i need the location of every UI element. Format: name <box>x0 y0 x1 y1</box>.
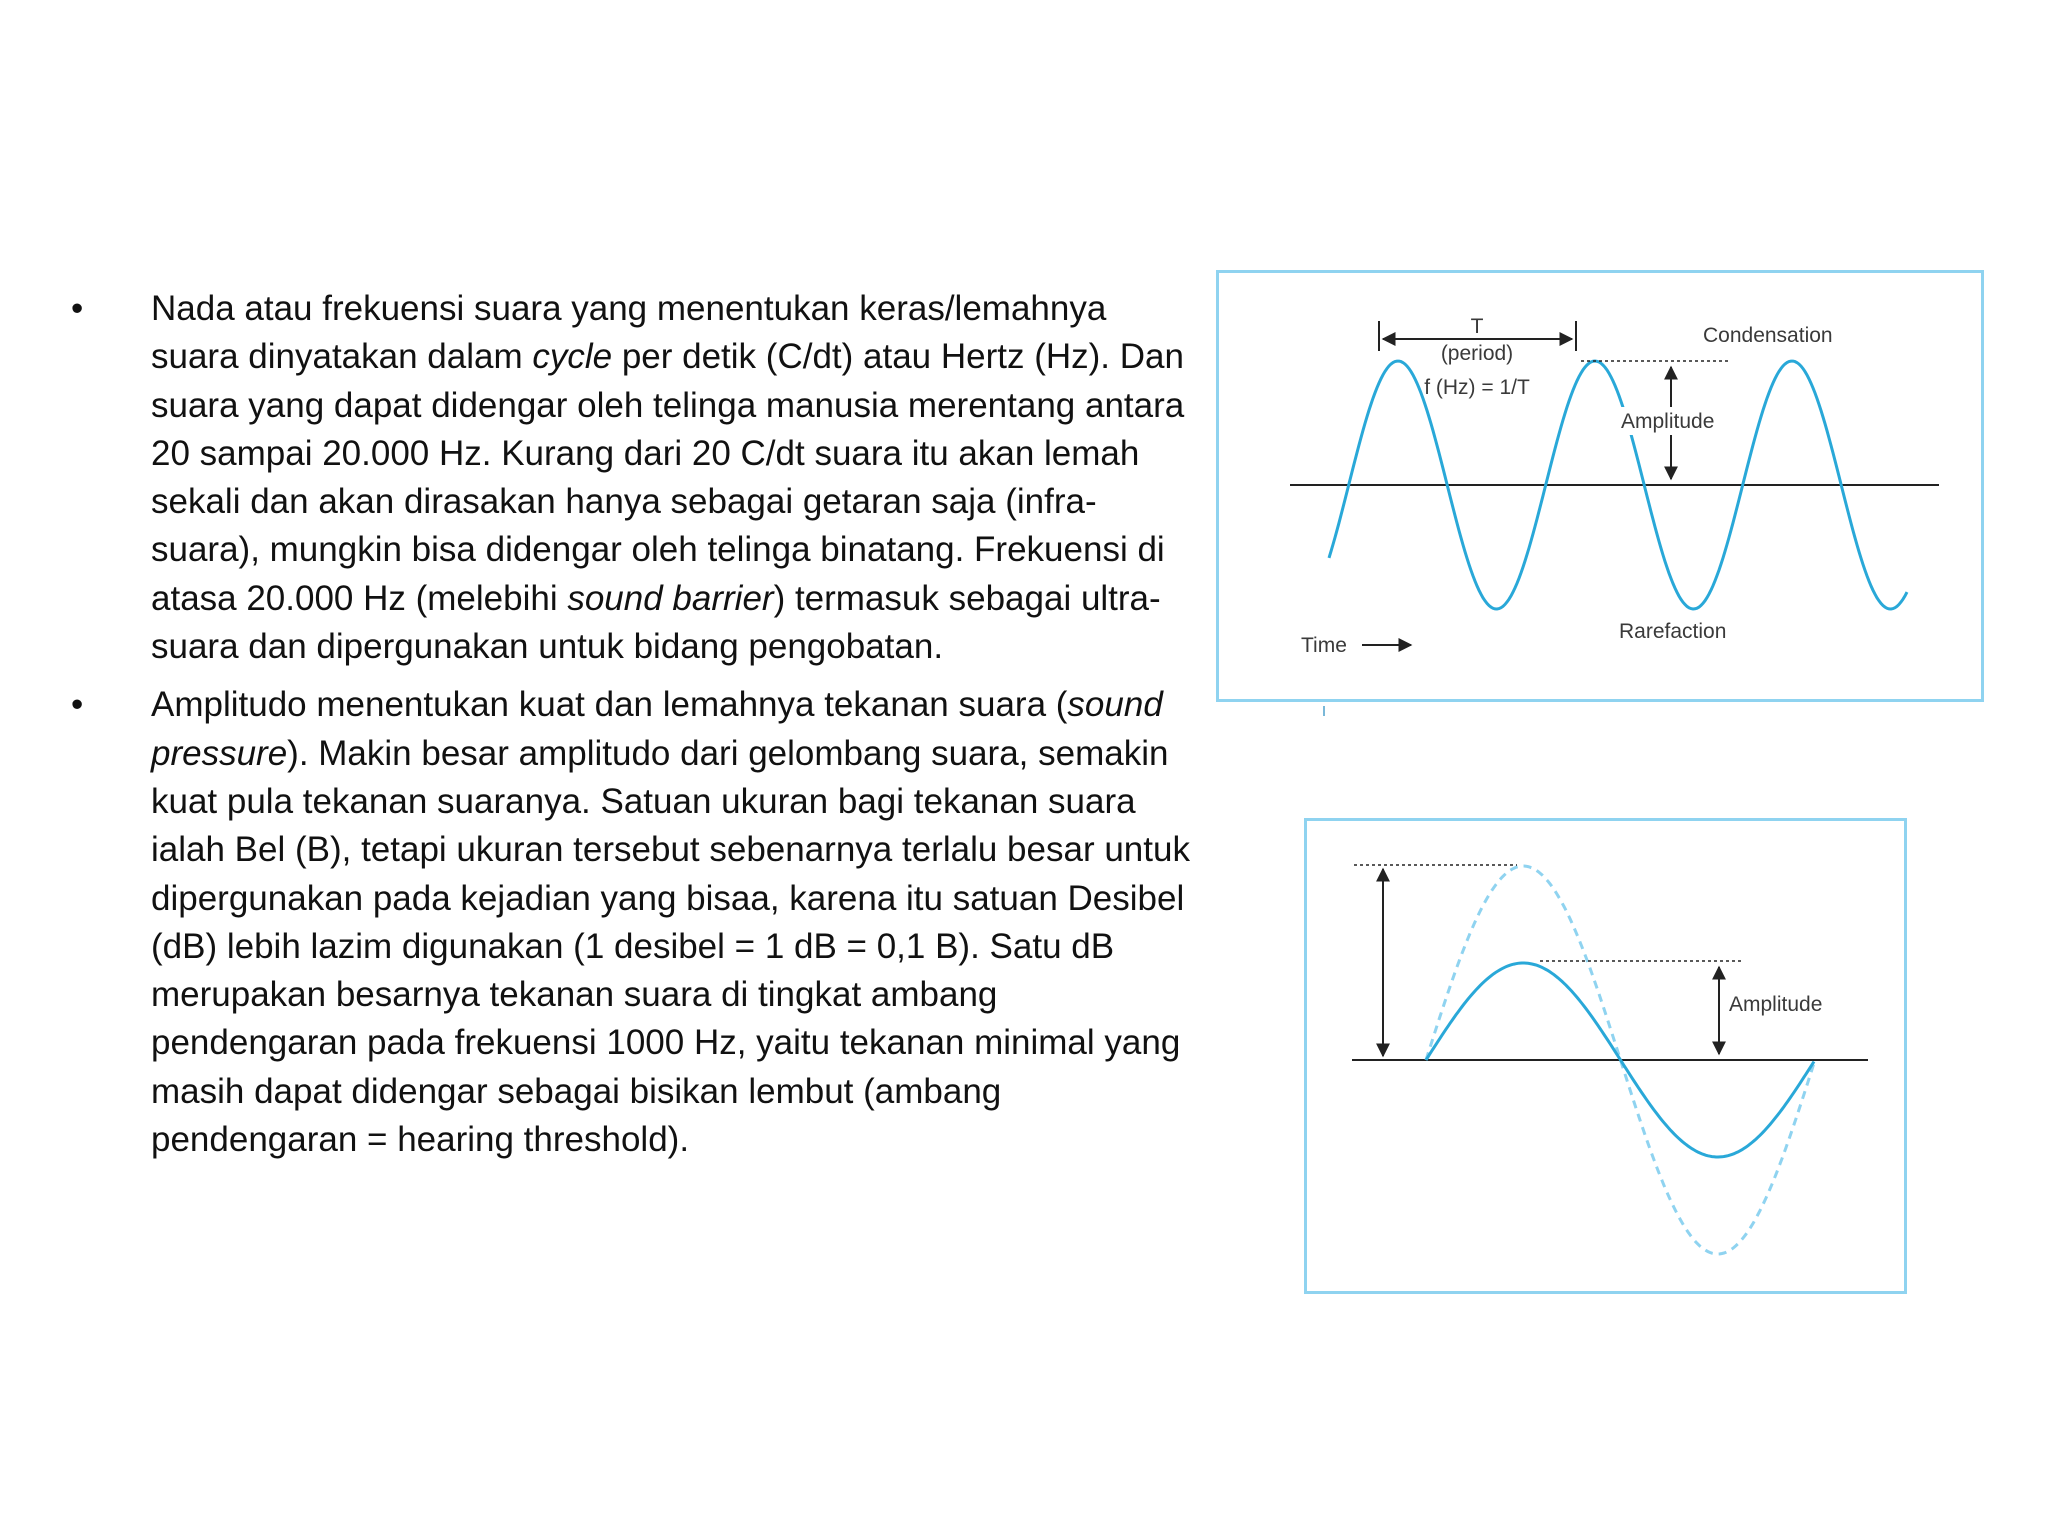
bullet-frequency <box>60 285 1200 671</box>
bullet-frequency-text <box>151 289 1184 666</box>
amplitude-diagram <box>1307 821 1910 1297</box>
text-segment: Amplitudo menentukan kuat dan lemahnya tekanan suara ( <box>151 685 1068 725</box>
text-segment: Nada atau frekuensi suara yang menentukan keras/lemahnya suara dinyatakan dalam <box>151 289 1107 377</box>
amplitude-figure <box>1304 818 1907 1294</box>
sine-wave-diagram <box>1219 273 1987 705</box>
text-segment-italic: cycle <box>532 337 613 377</box>
text-segment: per detik (C/dt) atau Hertz (Hz). Dan suara yang dapat didengar oleh telinga manusia merentang antara 20 sampai 20.000 Hz. Kurang dari 20 C/dt suara itu akan lemah sekali dan akan dirasakan hanya sebagai getaran saja (infra-suara), mungkin bisa didengar oleh telinga binatang. Frekuensi di atasa 20.000 Hz (melebihi <box>151 337 1185 618</box>
bullet-dot: • <box>71 289 84 328</box>
amplitude-label: Amplitude <box>1729 993 1823 1016</box>
frequency-label: f (Hz) = 1/T <box>1424 376 1530 399</box>
condensation-label: Condensation <box>1703 324 1833 347</box>
text-segment-italic: sound barrier <box>567 578 774 618</box>
bullet-amplitude-text <box>151 685 1190 1159</box>
time-label: Time <box>1301 634 1347 657</box>
text-segment: ). Makin besar amplitudo dari gelombang suara, semakin kuat pula tekanan suaranya. Satuan ukuran bagi tekanan suara ialah Bel (B), tetapi ukuran tersebut sebenarnya terlalu besar untuk dipergunakan pada kejadian yang bisaa, karena itu satuan Desibel (dB) lebih lazim digunakan (1 desibel = 1 dB = 0,1 B). Satu dB merupakan besarnya tekanan suara di tingkat ambang pendengaran pada frekuensi 1000 Hz, yaitu tekanan minimal yang masih dapat didengar sebagai bisikan lembut (ambang pendengaran = hearing threshold). <box>151 733 1190 1160</box>
amplitude-label: Amplitude <box>1621 410 1715 433</box>
text-segment: ) termasuk sebagai ultra-suara dan dipergunakan untuk bidang pengobatan. <box>151 578 1161 667</box>
period-label: T <box>1470 315 1484 338</box>
bullet-amplitude <box>60 681 1200 1164</box>
sine-wave-figure <box>1216 270 1984 702</box>
rarefaction-label: Rarefaction <box>1619 620 1727 643</box>
bullet-dot: • <box>71 685 84 725</box>
figure-tick-mark <box>1323 706 1325 716</box>
text-segment-italic: sound pressure <box>151 685 1163 773</box>
text-column <box>60 285 1200 1174</box>
period-sub-label: (period) <box>1440 342 1514 365</box>
